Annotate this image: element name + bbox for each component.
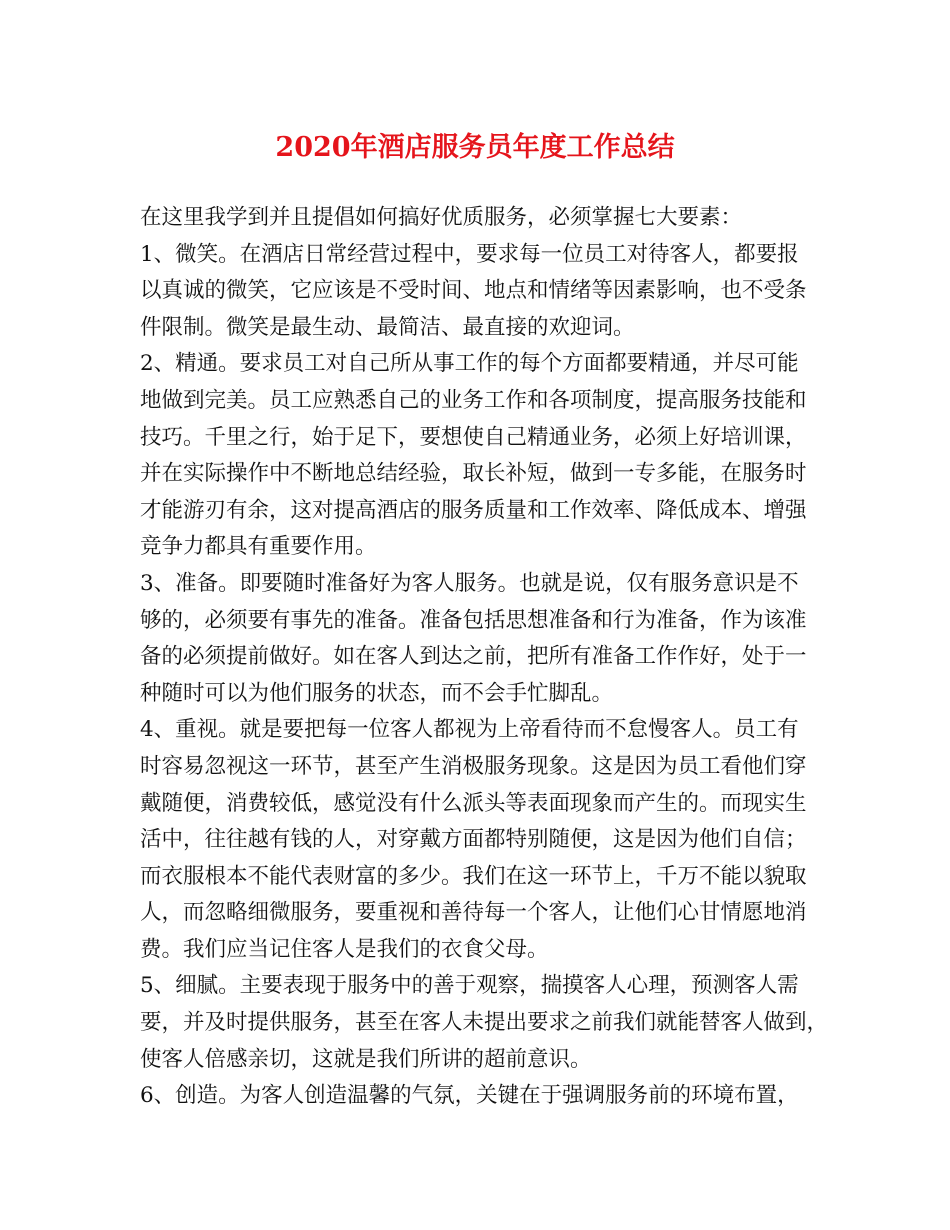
body-line: 地做到完美。员工应熟悉自己的业务工作和各项制度，提高服务技能和 (140, 387, 807, 413)
body-line: 4、重视。就是要把每一位客人都视为上帝看待而不怠慢客人。员工有 (140, 717, 799, 743)
body-line: 人，而忽略细微服务，要重视和善待每一个客人，让他们心甘情愿地消 (140, 900, 807, 926)
body-line: 并在实际操作中不断地总结经验，取长补短，做到一专多能，在服务时 (140, 461, 807, 487)
body-line: 竞争力都具有重要作用。 (140, 534, 377, 560)
body-line: 件限制。微笑是最生动、最简洁、最直接的欢迎词。 (140, 314, 635, 340)
body-line: 1、微笑。在酒店日常经营过程中，要求每一位员工对待客人，都要报 (140, 241, 799, 267)
body-line: 在这里我学到并且提倡如何搞好优质服务，必须掌握七大要素： (140, 205, 743, 230)
body-line: 才能游刃有余，这对提高酒店的服务质量和工作效率、降低成本、增强 (140, 497, 807, 523)
body-line: 而衣服根本不能代表财富的多少。我们在这一环节上，千万不能以貌取 (140, 863, 807, 889)
body-line: 5、细腻。主要表现于服务中的善于观察，揣摸客人心理，预测客人需 (140, 973, 799, 999)
document-body (140, 200, 830, 1115)
body-line: 费。我们应当记住客人是我们的衣食父母。 (140, 936, 549, 962)
document-title: 2020年酒店服务员年度工作总结 (275, 132, 675, 163)
body-line: 够的，必须要有事先的准备。准备包括思想准备和行为准备，作为该准 (140, 607, 807, 633)
body-line: 技巧。千里之行，始于足下，要想使自己精通业务，必须上好培训课， (140, 424, 807, 450)
body-line: 戴随便，消费较低，感觉没有什么派头等表面现象而产生的。而现实生 (140, 790, 807, 816)
body-line: 要，并及时提供服务，甚至在客人未提出要求之前我们就能替客人做到， (140, 1010, 829, 1036)
body-line: 备的必须提前做好。如在客人到达之前，把所有准备工作作好，处于一 (140, 644, 807, 670)
body-line: 活中，往往越有钱的人，对穿戴方面都特别随便，这是因为他们自信； (140, 827, 807, 853)
body-line: 时容易忽视这一环节，甚至产生消极服务现象。这是因为员工看他们穿 (140, 753, 807, 779)
body-line: 使客人倍感亲切，这就是我们所讲的超前意识。 (140, 1046, 592, 1072)
body-line: 种随时可以为他们服务的状态，而不会手忙脚乱。 (140, 680, 614, 706)
body-line: 以真诚的微笑，它应该是不受时间、地点和情绪等因素影响，也不受条 (140, 278, 807, 304)
body-line: 2、精通。要求员工对自己所从事工作的每个方面都要精通，并尽可能 (140, 351, 799, 377)
body-line: 3、准备。即要随时准备好为客人服务。也就是说，仅有服务意识是不 (140, 570, 799, 596)
body-line: 6、创造。为客人创造温馨的气氛，关键在于强调服务前的环境布置， (140, 1083, 799, 1109)
